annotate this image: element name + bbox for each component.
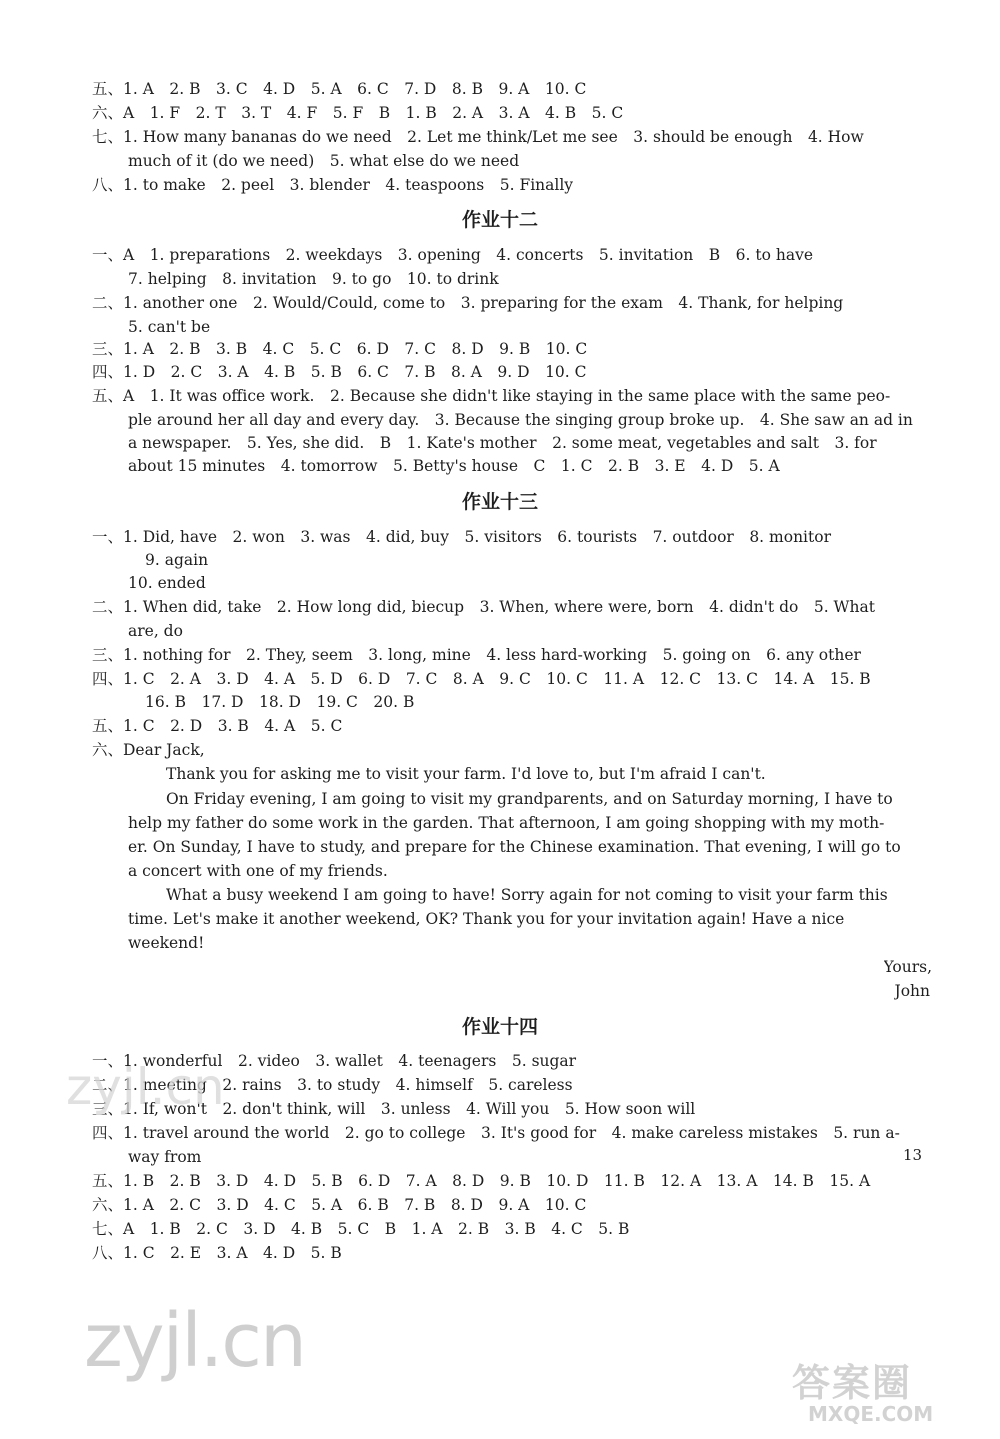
answer-line: 七、1. How many bananas do we need 2. Let me think/Let me see 3. should be enough 4. How	[92, 128, 864, 146]
logo-watermark: 答案圈	[792, 1361, 913, 1405]
answer-line: 五、1. B 2. B 3. D 4. D 5. B 6. D 7. A 8. D 9. B 10. D 11. B 12. A 13. A 14. B 15. A	[92, 1172, 871, 1190]
letter-line: help my father do some work in the garden. That afternoon, I am going shopping with my moth-	[128, 814, 885, 832]
answer-line: 五、A 1. It was office work. 2. Because she didn't like staying in the same place with the same peo-	[92, 387, 891, 405]
letter-line: a concert with one of my friends.	[128, 862, 388, 880]
letter-signature: John	[894, 982, 930, 1000]
answer-line: about 15 minutes 4. tomorrow 5. Betty's house C 1. C 2. B 3. E 4. D 5. A	[128, 457, 780, 475]
answer-line: 四、1. C 2. A 3. D 4. A 5. D 6. D 7. C 8. A 9. C 10. C 11. A 12. C 13. C 14. A 15. B	[92, 670, 871, 688]
letter-line: On Friday evening, I am going to visit my grandparents, and on Saturday morning, I have to	[166, 790, 893, 808]
letter-line: weekend!	[128, 934, 205, 952]
section-13-title: 作业十三	[461, 491, 538, 513]
answer-line: 八、1. to make 2. peel 3. blender 4. teaspoons 5. Finally	[92, 176, 574, 194]
answer-line: 16. B 17. D 18. D 19. C 20. B	[145, 693, 415, 711]
site-watermark-small: zyjl.cn	[66, 1058, 225, 1116]
answer-line: 一、1. Did, have 2. won 3. was 4. did, buy 5. visitors 6. tourists 7. outdoor 8. monitor	[92, 528, 831, 546]
letter-line: time. Let's make it another weekend, OK? Thank you for your invitation again! Have a nice	[128, 910, 845, 928]
letter-line: What a busy weekend I am going to have! Sorry again for not coming to visit your farm this	[166, 886, 888, 904]
answer-line: 二、1. meeting 2. rains 3. to study 4. himself 5. careless	[92, 1076, 573, 1094]
answer-line: are, do	[128, 622, 183, 640]
answer-line: 四、1. travel around the world 2. go to college 3. It's good for 4. make careless mistakes 5. run a-	[92, 1124, 900, 1142]
answer-line: 五、1. A 2. B 3. C 4. D 5. A 6. C 7. D 8. B 9. A 10. C	[92, 80, 587, 98]
answer-line: 八、1. C 2. E 3. A 4. D 5. B	[92, 1244, 342, 1262]
answer-line: 5. can't be	[128, 318, 211, 336]
answer-line: a newspaper. 5. Yes, she did. B 1. Kate's mother 2. some meat, vegetables and salt 3. for	[128, 434, 877, 452]
letter-line: Thank you for asking me to visit your farm. I'd love to, but I'm afraid I can't.	[166, 765, 766, 783]
answer-line: 二、1. another one 2. Would/Could, come to 3. preparing for the exam 4. Thank, for helping	[92, 294, 844, 312]
letter-salutation: 六、Dear Jack,	[92, 741, 205, 759]
section-14-title: 作业十四	[461, 1016, 538, 1038]
letter-closing: Yours,	[883, 958, 932, 976]
url-watermark: MXQE.COM	[808, 1402, 934, 1426]
answer-line: ple around her all day and every day. 3. Because the singing group broke up. 4. She saw an ad in	[128, 411, 913, 429]
answer-line: 七、A 1. B 2. C 3. D 4. B 5. C B 1. A 2. B 3. B 4. C 5. B	[92, 1220, 630, 1238]
section-12-title: 作业十二	[461, 209, 538, 231]
answer-line: 7. helping 8. invitation 9. to go 10. to drink	[128, 270, 499, 288]
answer-line: 10. ended	[128, 574, 206, 592]
answer-line: much of it (do we need) 5. what else do we need	[128, 152, 520, 170]
answer-line: 三、1. A 2. B 3. B 4. C 5. C 6. D 7. C 8. D 9. B 10. C	[92, 340, 588, 358]
answer-line: 六、1. A 2. C 3. D 4. C 5. A 6. B 7. B 8. D 9. A 10. C	[92, 1196, 587, 1214]
answer-line: 三、1. nothing for 2. They, seem 3. long, mine 4. less hard-working 5. going on 6. any other	[92, 646, 861, 664]
answer-line: 五、1. C 2. D 3. B 4. A 5. C	[92, 717, 343, 735]
answer-line: 二、1. When did, take 2. How long did, biecup 3. When, where were, born 4. didn't do 5. What	[92, 598, 875, 616]
answer-line: 六、A 1. F 2. T 3. T 4. F 5. F B 1. B 2. A 3. A 4. B 5. C	[92, 104, 624, 122]
answer-line: 一、A 1. preparations 2. weekdays 3. opening 4. concerts 5. invitation B 6. to have	[92, 246, 814, 264]
answer-line: 四、1. D 2. C 3. A 4. B 5. B 6. C 7. B 8. A 9. D 10. C	[92, 363, 587, 381]
page-number: 13	[903, 1146, 923, 1164]
letter-line: er. On Sunday, I have to study, and prepare for the Chinese examination. That evening, I will go to	[128, 838, 901, 856]
answer-line: way from	[128, 1148, 202, 1166]
answer-line: 一、1. wonderful 2. video 3. wallet 4. teenagers 5. sugar	[92, 1052, 577, 1070]
answer-line: 三、1. If, won't 2. don't think, will 3. unless 4. Will you 5. How soon will	[92, 1100, 696, 1118]
answer-line: 9. again	[145, 551, 209, 569]
site-watermark: zyjl.cn	[84, 1298, 305, 1384]
